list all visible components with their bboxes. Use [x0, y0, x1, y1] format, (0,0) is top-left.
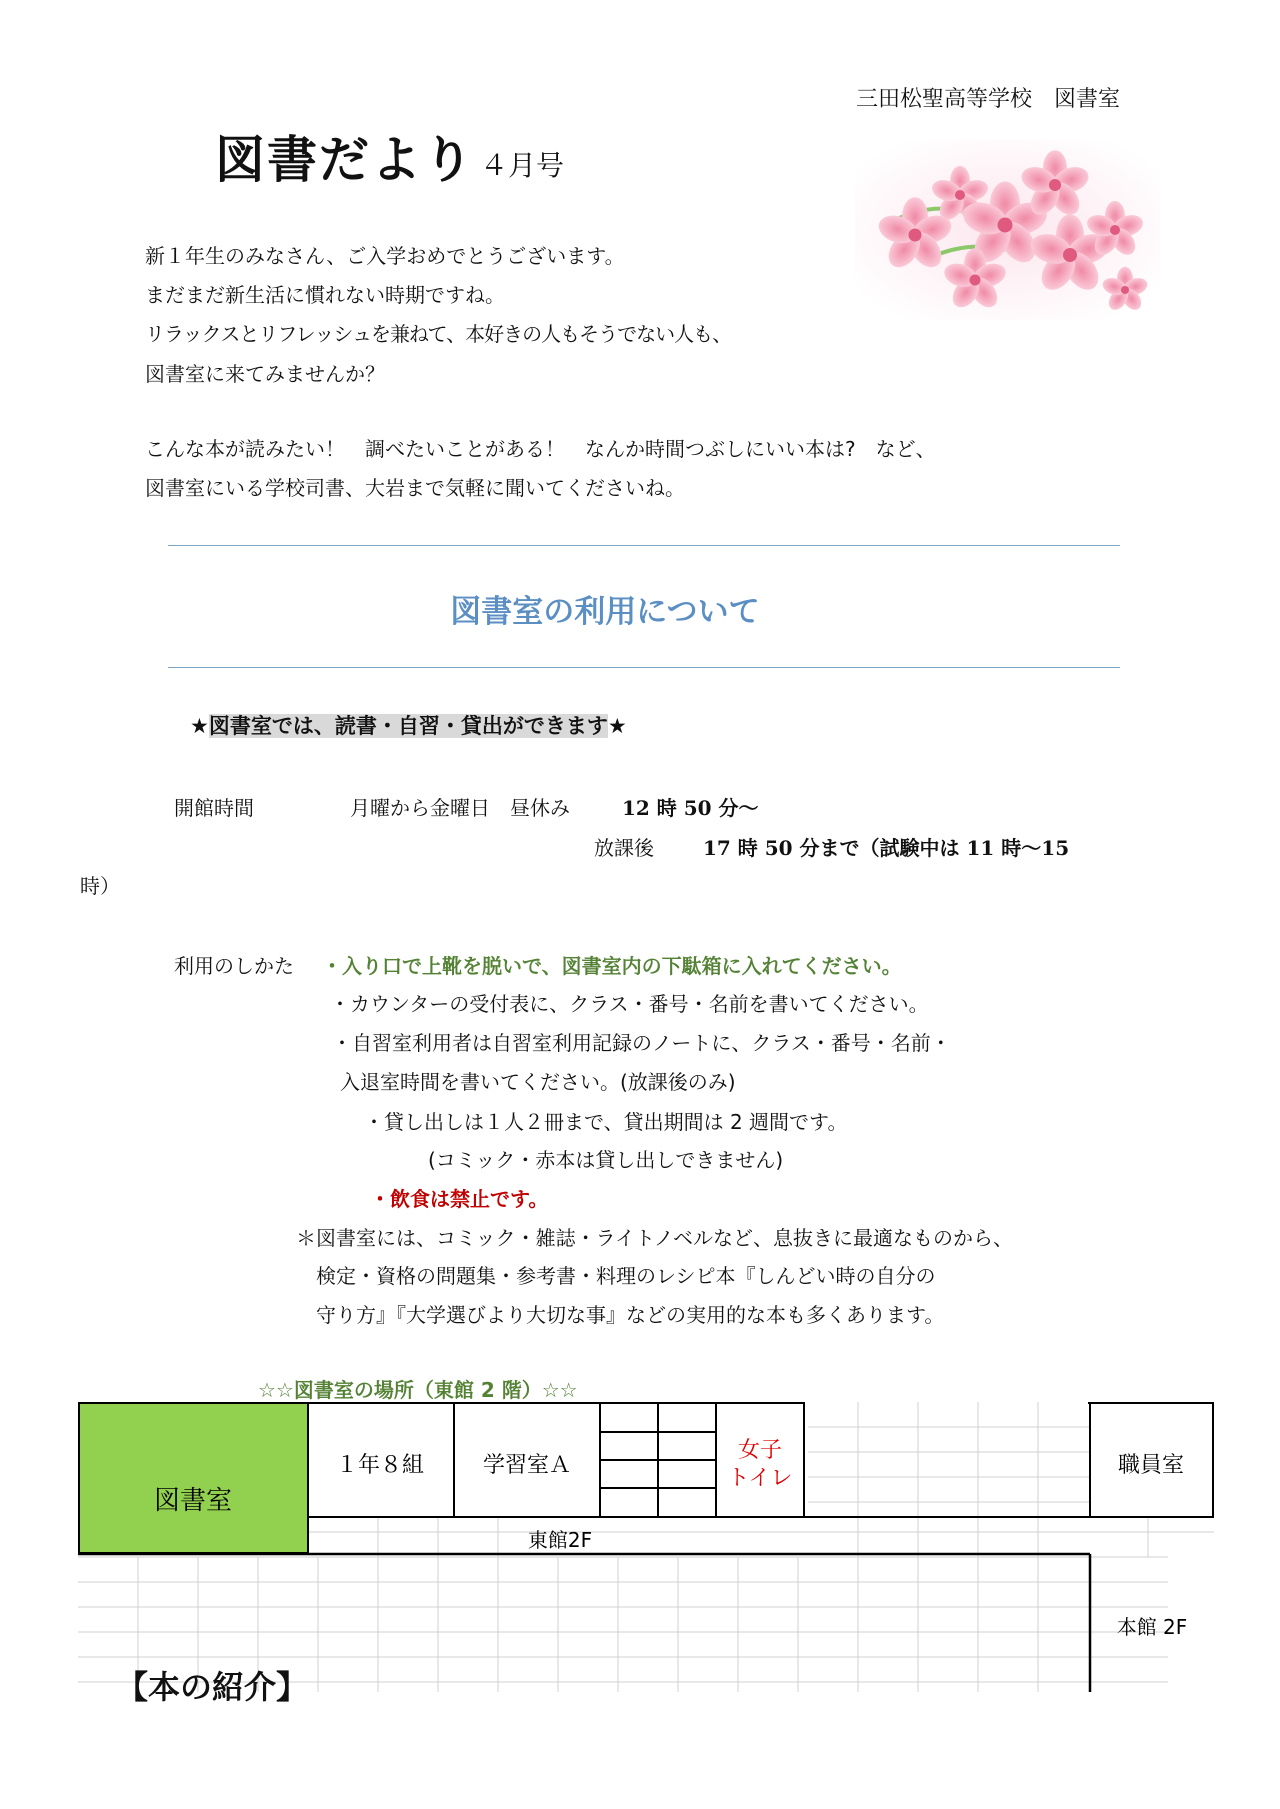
cherry-blossom-illustration: [855, 140, 1160, 320]
issue-label: ４月号: [480, 149, 565, 182]
books-section-heading: 【本の紹介】: [116, 1668, 309, 1706]
intro-line: こんな本が読みたい！ 調べたいことがある！ なんか時間つぶしにいい本は? など、: [145, 437, 936, 461]
rule-item: ・貸し出しは１人２冊まで、貸出期間は 2 週間です。: [364, 1110, 848, 1134]
map-toilet-label-1: 女子: [737, 1438, 783, 1463]
intro-line: 図書室にいる学校司書、大岩まで気軽に聞いてくださいね。: [145, 476, 685, 500]
hours-after-label: 放課後: [594, 836, 654, 860]
rule-item: 入退室時間を書いてください。(放課後のみ): [340, 1070, 736, 1094]
divider-top: [168, 545, 1120, 546]
star-icon: ★: [190, 714, 209, 738]
note-line: ＊図書室には、コミック・雑誌・ライトノベルなど、息抜きに最適なものから、: [296, 1226, 1013, 1250]
rule-item: ・カウンターの受付表に、クラス・番号・名前を書いてください。: [330, 992, 929, 1016]
map-staff-room-label: 職員室: [1117, 1453, 1185, 1478]
hours-label: 開館時間: [174, 796, 254, 820]
intro-line: まだまだ新生活に慣れない時期ですね。: [145, 283, 505, 307]
hours-after: 17 時 50 分まで（試験中は 11 時～15: [703, 836, 1070, 860]
newsletter-title: 図書だより: [215, 131, 475, 189]
map-library: [79, 1403, 308, 1553]
note-line: 守り方』『大学選びより大切な事』などの実用的な本も多くあります。: [316, 1303, 945, 1327]
section-title: 図書室の利用について: [450, 594, 760, 630]
map-main-2f-label: 本館 2F: [1116, 1615, 1188, 1639]
map-room-study-a-label: 学習室Ａ: [482, 1453, 572, 1478]
hours-lunch: 12 時 50 分～: [622, 796, 759, 820]
howto-label: 利用のしかた: [174, 954, 294, 978]
intro-line: 新１年生のみなさん、ご入学おめでとうございます。: [145, 244, 625, 268]
floor-map: [78, 1402, 1214, 1692]
divider-bottom: [168, 667, 1120, 668]
school-name: 三田松聖高等学校 図書室: [856, 87, 1121, 112]
intro-line: リラックスとリフレッシュを兼ねて、本好きの人もそうでない人も、: [145, 322, 732, 346]
map-caption: ☆☆図書室の場所（東館 2 階）☆☆: [258, 1378, 578, 1402]
hours-days: 月曜から金曜日 昼休み: [350, 796, 570, 820]
note-line: 検定・資格の問題集・参考書・料理のレシピ本『しんどい時の自分の: [316, 1264, 936, 1288]
rule-item: ・飲食は禁止です。: [370, 1187, 549, 1211]
tagline-text: 図書室では、読書・自習・貸出ができます: [208, 714, 608, 738]
tagline: [190, 710, 627, 740]
map-room-class-1-8-label: １年８組: [335, 1453, 425, 1478]
star-icon: ★: [607, 714, 627, 738]
intro-line: 図書室に来てみませんか？: [145, 362, 385, 386]
rule-item: (コミック・赤本は貸し出しできません): [428, 1148, 784, 1172]
rule-item: ・自習室利用者は自習室利用記録のノートに、クラス・番号・名前・: [332, 1031, 951, 1055]
map-toilet-label-2: トイレ: [727, 1466, 793, 1491]
map-east-2f-label: 東館2F: [527, 1528, 593, 1552]
map-library-label: 図書室: [153, 1486, 233, 1516]
rule-item: ・入り口で上靴を脱いで、図書室内の下駄箱に入れてください。: [322, 954, 902, 978]
hours-after-cont: 時）: [80, 874, 120, 898]
